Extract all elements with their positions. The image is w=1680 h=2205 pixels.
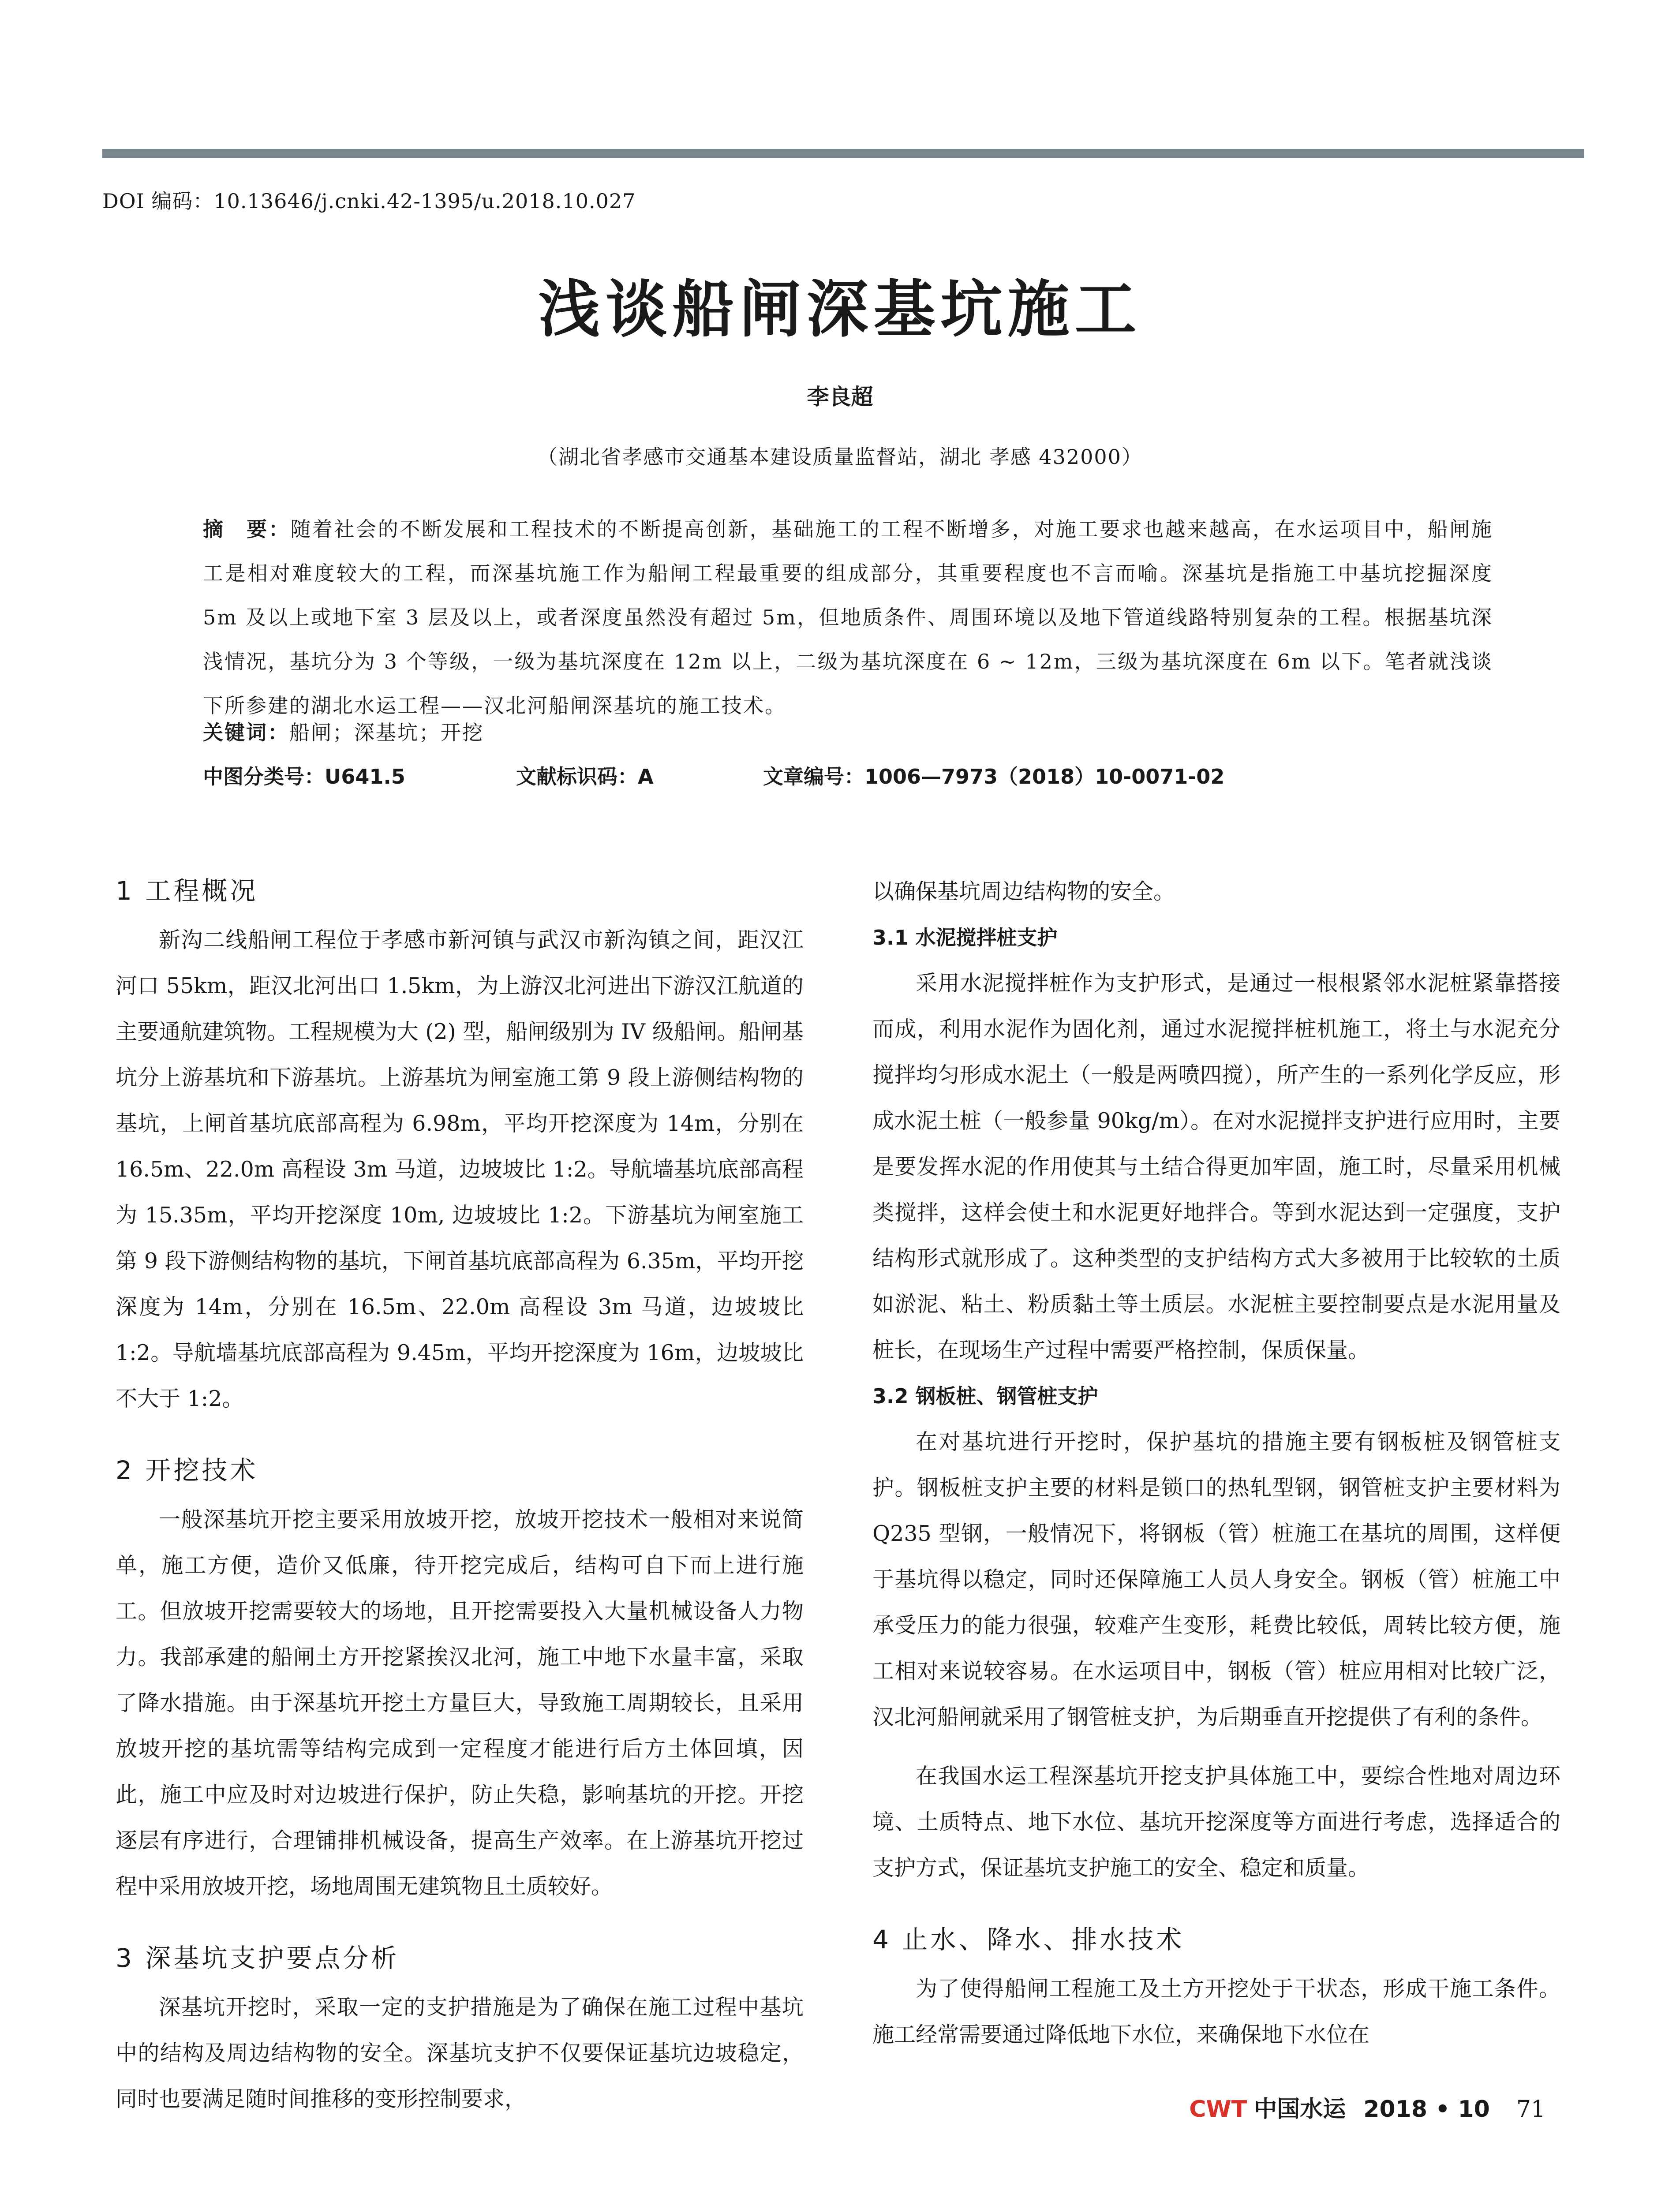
section-3-2-heading: 3.2 钢板桩、钢管桩支护 — [872, 1384, 1098, 1408]
section-3-continuation: 以确保基坑周边结构物的安全。 — [872, 879, 1175, 904]
section-4-heading: 4 止水、降水、排水技术 — [872, 1925, 1185, 1955]
abstract-label: 摘 要： — [203, 517, 291, 541]
section-2-heading: 2 开挖技术 — [116, 1455, 258, 1485]
author-name: 李良超 — [807, 384, 873, 410]
section-3-paragraph: 深基坑开挖时，采取一定的支护措施是为了确保在施工过程中基坑中的结构及周边结构物的安全。深基坑支护不仅要保证基坑边坡稳定，同时也要满足随时间推移的变形控制要求， — [116, 1995, 804, 2112]
section-1-heading: 1 工程概况 — [116, 876, 258, 906]
header-rule — [102, 149, 1584, 158]
page-footer — [1189, 2090, 1545, 2123]
right-column — [872, 869, 1560, 2058]
keywords-label: 关键词： — [203, 721, 289, 744]
page-number: 71 — [1516, 2096, 1545, 2123]
section-4-paragraph: 为了使得船闸工程施工及土方开挖处于干状态，形成干施工条件。施工经常需要通过降低地下水位，来确保地下水位在 — [872, 1976, 1560, 2047]
left-column — [116, 869, 804, 2122]
footer-brand: CWT — [1189, 2096, 1247, 2123]
keywords-text: 船闸；深基坑；开挖 — [289, 721, 484, 744]
section-3-1-heading: 3.1 水泥搅拌桩支护 — [872, 926, 1058, 949]
abstract — [203, 507, 1493, 728]
section-3-heading: 3 深基坑支护要点分析 — [116, 1943, 400, 1973]
section-3-2-paragraph-2: 在我国水运工程深基坑开挖支护具体施工中，要综合性地对周边环境、土质特点、地下水位、基坑开挖深度等方面进行考虑，选择适合的支护方式，保证基坑支护施工的安全、稳定和质量。 — [872, 1764, 1560, 1880]
document-code: 文献标识码：A — [516, 765, 654, 789]
author-affiliation: （湖北省孝感市交通基本建设质量监督站，湖北 孝感 432000） — [537, 445, 1143, 469]
clc-number: 中图分类号：U641.5 — [203, 765, 405, 789]
article-number: 文章编号：1006—7973（2018）10-0071-02 — [763, 765, 1225, 789]
section-3-1-paragraph: 采用水泥搅拌桩作为支护形式，是通过一根根紧邻水泥桩紧靠搭接而成，利用水泥作为固化剂，通过水泥搅拌桩机施工，将土与水泥充分搅拌均匀形成水泥土（一般是两喷四搅），所产生的一系列化学反应，形成水泥土桩（一般参量 90kg/m）。在对水泥搅拌支护进行应用时，主要是要发挥水泥的作用使其与土结合得更加牢固，施工时，尽量采用机械类搅拌，这样会使土和水泥更好地拌合。等到水泥达到一定强度，支护结构形式就形成了。这种类型的支护结构方式大多被用于比较软的土质如淤泥、粘土、粉质黏土等土质层。水泥桩主要控制要点是水泥用量及桩长，在现场生产过程中需要严格控制，保质保量。 — [872, 971, 1560, 1363]
doi-line: DOI 编码：10.13646/j.cnki.42-1395/u.2018.10.027 — [102, 189, 636, 213]
abstract-text: 随着社会的不断发展和工程技术的不断提高创新，基础施工的工程不断增多，对施工要求也越来越高，在水运项目中，船闸施工是相对难度较大的工程，而深基坑施工作为船闸工程最重要的组成部分，其重要程度也不言而喻。深基坑是指施工中基坑挖掘深度 5m 及以上或地下室 3 层及以上，或者深度虽然没有超过 5m，但地质条件、周围环境以及地下管道线路特别复杂的工程。根据基坑深浅情况，基坑分为 3 个等级，一级为基坑深度在 12m 以上，二级为基坑深度在 6 ~ 12m，三级为基坑深度在 6m 以下。笔者就浅谈下所参建的湖北水运工程——汉北河船闸深基坑的施工技术。 — [203, 517, 1493, 718]
section-1-paragraph: 新沟二线船闸工程位于孝感市新河镇与武汉市新沟镇之间，距汉江河口 55km，距汉北河出口 1.5km，为上游汉北河进出下游汉江航道的主要通航建筑物。工程规模为大 (2) 型，船闸级别为 IV 级船闸。船闸基坑分上游基坑和下游基坑。上游基坑为闸室施工第 9 段上游侧结构物的基坑，上闸首基坑底部高程为 6.98m，平均开挖深度为 14m，分别在 16.5m、22.0m 高程设 3m 马道，边坡坡比 1:2。导航墙基坑底部高程为 15.35m，平均开挖深度 10m, 边坡坡比 1:2。下游基坑为闸室施工第 9 段下游侧结构物的基坑，下闸首基坑底部高程为 6.35m，平均开挖深度为 14m，分别在 16.5m、22.0m 高程设 3m 马道，边坡坡比 1:2。导航墙基坑底部高程为 9.45m，平均开挖深度为 16m，边坡坡比不大于 1:2。 — [116, 927, 804, 1411]
footer-journal: 中国水运 — [1254, 2096, 1346, 2123]
footer-issue: 2018 • 10 — [1363, 2096, 1490, 2123]
keywords — [203, 717, 484, 746]
section-3-2-paragraph-1: 在对基坑进行开挖时，保护基坑的措施主要有钢板桩及钢管桩支护。钢板桩支护主要的材料是锁口的热轧型钢，钢管桩支护主要材料为 Q235 型钢，一般情况下，将钢板（管）桩施工在基坑的周围，这样便于基坑得以稳定，同时还保障施工人员人身安全。钢板（管）桩施工中承受压力的能力很强，较难产生变形，耗费比较低，周转比较方便，施工相对来说较容易。在水运项目中，钢板（管）桩应用相对比较广泛，汉北河船闸就采用了钢管桩支护，为后期垂直开挖提供了有利的条件。 — [872, 1429, 1560, 1730]
article-title: 浅谈船闸深基坑施工 — [538, 273, 1142, 346]
section-2-paragraph: 一般深基坑开挖主要采用放坡开挖，放坡开挖技术一般相对来说简单，施工方便，造价又低廉，待开挖完成后，结构可自下而上进行施工。但放坡开挖需要较大的场地，且开挖需要投入大量机械设备人力物力。我部承建的船闸土方开挖紧挨汉北河，施工中地下水量丰富，采取了降水措施。由于深基坑开挖土方量巨大，导致施工周期较长，且采用放坡开挖的基坑需等结构完成到一定程度才能进行后方土体回填，因此，施工中应及时对边坡进行保护，防止失稳，影响基坑的开挖。开挖逐层有序进行，合理铺排机械设备，提高生产效率。在上游基坑开挖过程中采用放坡开挖，场地周围无建筑物且土质较好。 — [116, 1507, 804, 1899]
